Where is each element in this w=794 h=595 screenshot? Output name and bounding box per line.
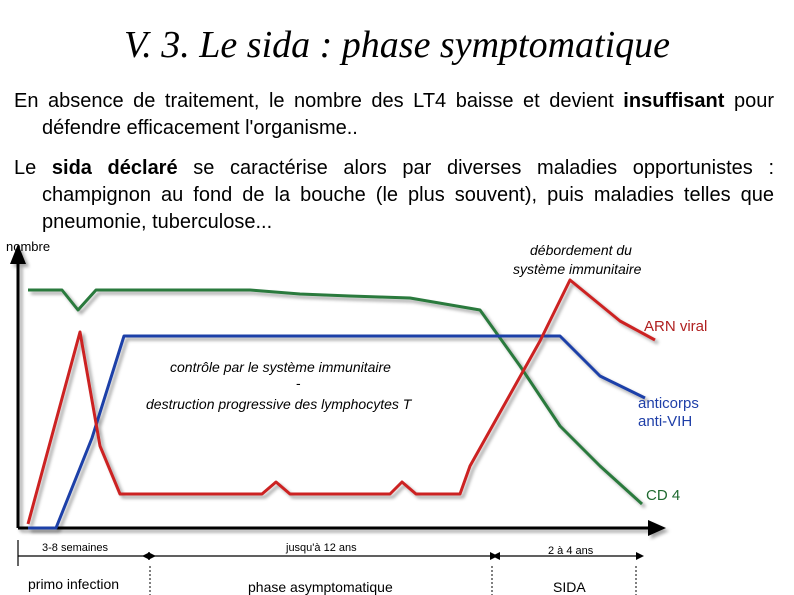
paragraph-bold-text: sida déclaré — [51, 157, 178, 179]
paragraph-insufficiency — [14, 88, 774, 142]
phase-primo-infection: primo infection — [28, 576, 120, 592]
hiv-evolution-diagram — [0, 236, 712, 595]
paragraph-bold-text: insuffisant — [623, 90, 725, 112]
annotation-immune-control: contrôle par le système immunitaire — [170, 359, 391, 375]
duration-asymptomatic: jusqu'à 12 ans — [286, 542, 357, 554]
series-label-cd4: CD 4 — [646, 487, 681, 504]
duration-primo: 3-8 semaines — [42, 542, 109, 554]
series-label-anticorps-line2: anti-VIH — [638, 413, 693, 430]
annotation-immune-overflow-line1: débordement du — [530, 242, 632, 258]
page-title: V. 3. Le sida : phase symptomatique — [123, 24, 671, 66]
x-axis-arrow — [648, 520, 666, 536]
phase-asymptomatic: phase asymptomatique — [248, 579, 393, 595]
duration-aids: 2 à 4 ans — [548, 545, 594, 557]
paragraph-aids-declared — [14, 155, 774, 236]
series-label-arn-viral: ARN viral — [644, 318, 708, 335]
annotation-immune-overflow-line2: système immunitaire — [513, 261, 642, 277]
paragraph-text: se caractérise alors par diverses maladies opportunistes : champignon au fond de la bouche (le plus souvent), puis maladies telles que pneumonie, tuberculose... — [42, 157, 774, 233]
phase-aids: SIDA — [553, 579, 586, 595]
diagram-canvas — [0, 236, 712, 595]
paragraph-text: Le — [14, 157, 52, 179]
paragraph-text: pour défendre efficacement l'organisme.. — [42, 90, 774, 139]
annotation-lymphocyte-destruction: destruction progressive des lymphocytes T — [146, 396, 412, 412]
series-label-anticorps-line1: anticorps — [638, 395, 699, 412]
y-axis-label: nombre — [6, 239, 51, 254]
paragraph-text: En absence de traitement, le nombre des LT4 baisse et devient — [14, 90, 624, 112]
annotation-dash: - — [296, 375, 301, 391]
